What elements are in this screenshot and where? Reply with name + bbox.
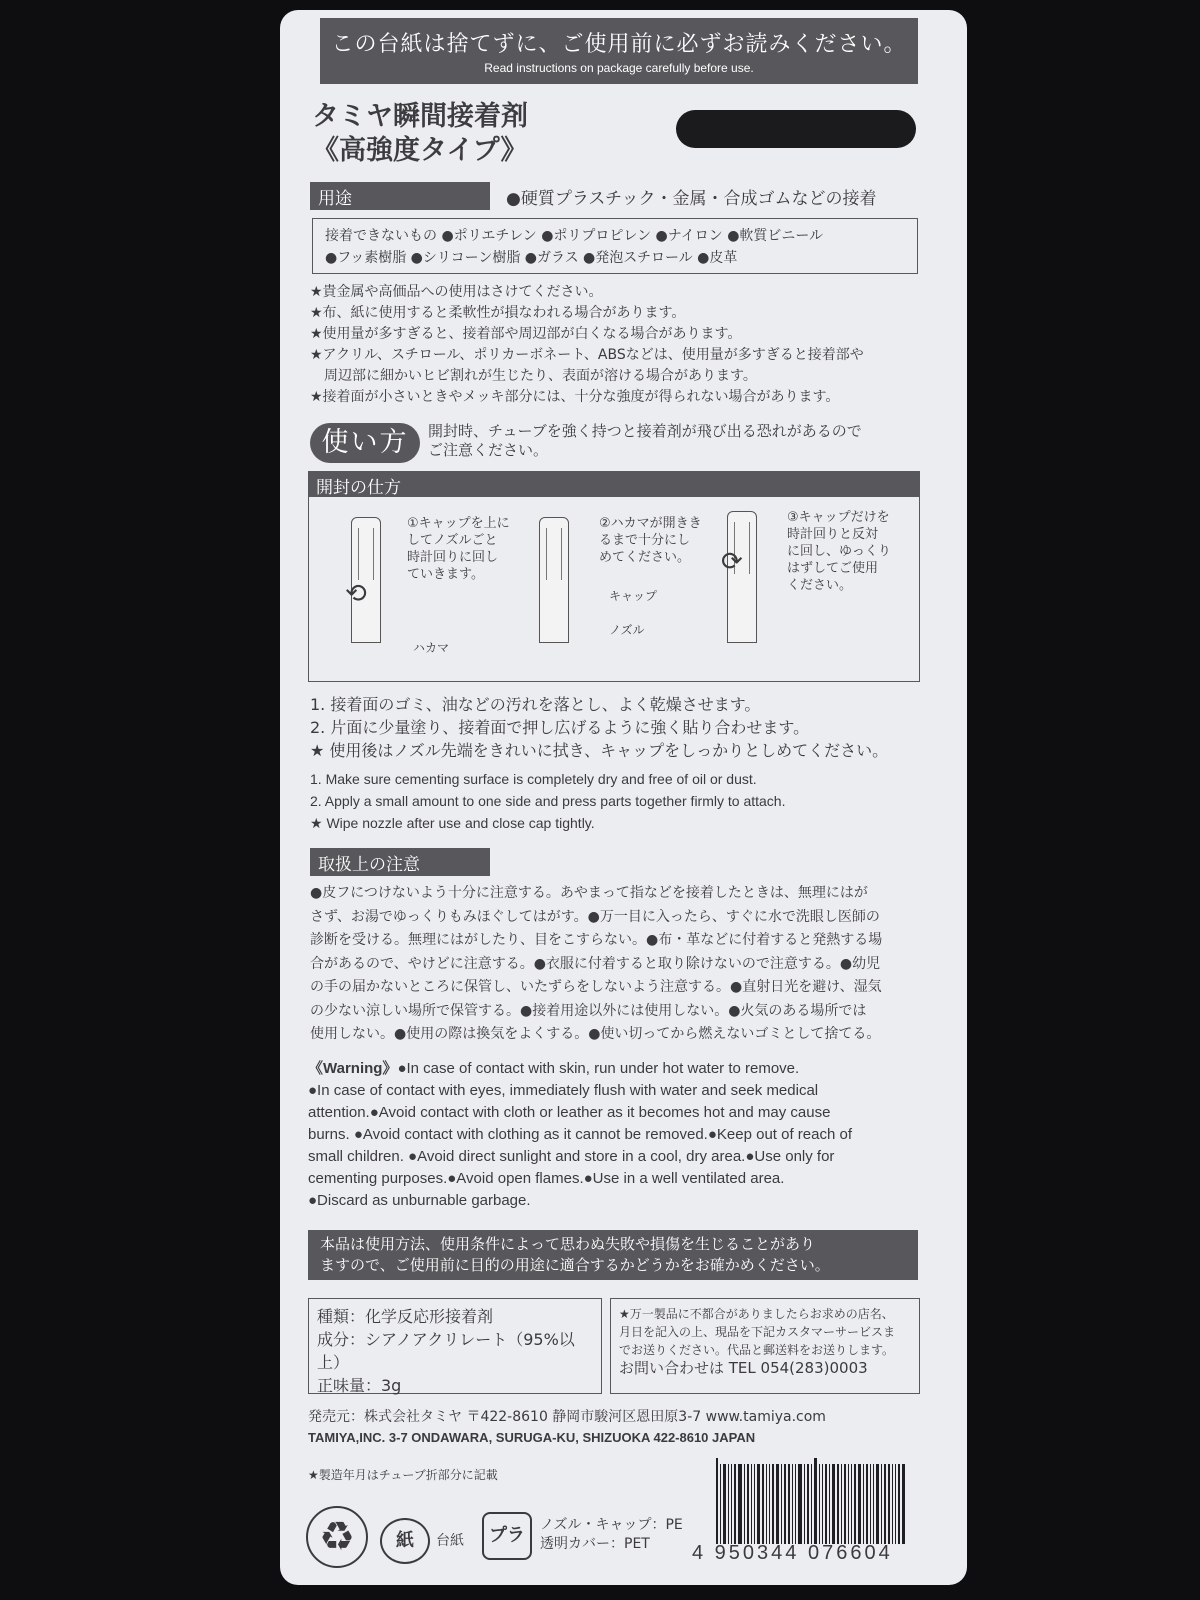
disclaimer-banner: 本品は使用方法、使用条件によって思わぬ失敗や損傷を生じることがあり ますので、ご使用前に目的の用途に適合するかどうかをお確かめください。 [308,1230,918,1280]
contact-box: ★万一製品に不都合がありましたらお求めの店名、 月日を記入の上、現品を下記カスタマーサービスま でお送りください。代品と郵送料をお送りします。 お問い合わせは TEL 054(283)0003 [610,1298,920,1394]
plastic-recycle-icon: プラ [482,1512,532,1560]
step-en-item: 2. Apply a small amount to one side and press parts together firmly to attach. [310,793,786,809]
maker-jp: 発売元：株式会社タミヤ 〒422-8610 静岡市駿河区恩田原3-7 www.tamiya.com [308,1409,826,1425]
howto-text [428,422,918,460]
barcode-bar [892,1464,893,1544]
barcode-bar [757,1464,760,1544]
barcode-bar [870,1464,871,1544]
caution-notes [310,282,930,408]
barcode-bar [884,1464,886,1544]
note-item: ★使用量が多すぎると、接着部や周辺部が白くなる場合があります。 [310,326,742,342]
barcode-bar [881,1464,882,1544]
step-en-item: 1. Make sure cementing surface is completely dry and free of oil or dust. [310,771,757,787]
contact-tel: お問い合わせは TEL 054(283)0003 [619,1359,868,1377]
step-3: ③キャップだけを 時計回りと反対 に回し、ゆっくり はずしてご使用 ください。 [787,510,891,593]
barcode-bar [837,1464,839,1544]
use-text: ●硬質プラスチック・金属・合成ゴムなどの接着 [506,189,877,209]
barcode-bar [751,1464,752,1544]
handling-caution-tag: 取扱上の注意 [310,848,490,876]
barcode-number: 4 950344 076604 [692,1542,893,1564]
step-jp-item: 1. 接着面のゴミ、油などの汚れを落とし、よく乾燥させます。 [310,695,761,714]
note-item: ★布、紙に使用すると柔軟性が損なわれる場合があります。 [310,305,686,321]
barcode-bar [876,1464,879,1544]
instruction-banner [320,18,918,84]
recycle-icon: ♻ [306,1506,368,1568]
step-jp-item: ★ 使用後はノズル先端をきれいに拭き、キャップをしっかりとしめてください。 [310,741,889,760]
barcode-bar [784,1464,786,1544]
spec-type: 種類：化学反応形接着剤 [317,1307,494,1326]
spec-net: 正味量：3g [317,1376,402,1395]
barcode-bar [898,1464,900,1544]
barcode-bar [873,1464,874,1544]
banner-en: Read instructions on package carefully before use. [484,61,754,75]
tube-illustration [727,511,757,643]
barcode [716,1462,922,1544]
plastic-label: ノズル・キャップ：PE 透明カバー：PET [540,1517,683,1552]
warning-en: 《Warning》●In case of contact with skin, run under hot water to remove. ●In case of contact with eyes, immediately flush with water and seek medical attention.●Avoid contact with cloth or leather as it becomes hot and may cause burns. ●Avoid contact with clothing as it cannot be removed.●Keep out of reach of small children. ●Avoid direct sunlight and store in a cool, dry area.●Use only for cementing purposes.●Avoid open flames.●Use in a well ventilated area. ●Discard as unburnable garbage. [308,1060,852,1209]
tube-illustration [539,517,569,643]
step-jp-item: 2. 片面に少量塗り、接着面で押し広げるように強く貼り合わせます。 [310,718,810,737]
barcode-bar [858,1464,861,1544]
spec-box [308,1298,602,1394]
note-item: 周辺部に細かいヒビ割れが生じたり、表面が溶ける場合があります。 [324,368,757,384]
warning-label: 《Warning》 [308,1060,398,1077]
barcode-bar [825,1464,827,1544]
barcode-bar [854,1464,856,1544]
barcode-bar [792,1464,793,1544]
barcode-bar [798,1464,802,1544]
hang-hole [676,110,916,148]
barcode-bar [895,1464,896,1544]
barcode-bar [819,1464,820,1544]
handling-caution-jp: ●皮フにつけないよう十分に注意する。あやまって指などを接着したときは、無理にはが さず、お湯でゆっくりもみほぐしてはがす。●万一目に入ったら、すぐに水で洗眼し医師の 診断を受ける。無理にはがしたり、目をこすらない。●布・革などに付着すると発熱する場 合があるので、やけどに注意する。●衣服に付着すると取り除けないので注意する。●幼児 の手の届かないところに保管し、いたずらをしないよう注意する。●直射日光を避け、湿気 の少ない涼しい場所で保管する。●接着用途以外には使用しない。●火気のある場所では 使用しない。●使用の際は換気をよくする。●使い切ってから燃えないゴミとして捨てる。 [310,885,883,1042]
barcode-bar [716,1458,718,1544]
step-1: ①キャップを上に してノズルごと 時計回りに回し ていきます。 [407,516,510,582]
barcode-bar [769,1464,770,1544]
barcode-bar [762,1464,764,1544]
banner-jp: この台紙は捨てずに、ご使用前に必ずお読みください。 [331,32,907,57]
barcode-bar [772,1464,774,1544]
opening-tag: 開封の仕方 [308,471,920,497]
barcode-bar [747,1464,749,1544]
barcode-bar [795,1464,796,1544]
cannot-line1: 接着できないもの ●ポリエチレン ●ポリプロピレン ●ナイロン ●軟質ビニール [325,228,824,244]
barcode-bar [744,1464,745,1544]
note-item: ★貴金属や高価品への使用はさけてください。 [310,284,603,300]
paper-label: 台紙 [436,1533,464,1549]
barcode-bar [822,1464,823,1544]
note-item: ★接着面が小さいときやメッキ部分には、十分な強度が得られない場合があります。 [310,389,840,405]
barcode-bar [738,1464,742,1544]
mfg-note: ★製造年月はチューブ折部分に記載 [308,1468,498,1482]
howto-badge: 使い方 [310,423,420,463]
barcode-bar [728,1464,729,1544]
barcode-bar [888,1464,890,1544]
rotate-arrow-icon: ⟲ [345,579,367,609]
steps-jp [310,693,888,762]
label-cap: キャップ [609,589,658,603]
barcode-bar [902,1464,905,1544]
barcode-bar [844,1464,846,1544]
rotate-arrow-icon: ⟳ [721,547,743,577]
barcode-bar [814,1458,817,1544]
barcode-bar [841,1464,842,1544]
note-item: ★アクリル、スチロール、ポリカーボネート、ABSなどは、使用量が多すぎると接着部や [310,347,864,363]
step-en-item: ★ Wipe nozzle after use and close cap tightly. [310,815,595,831]
barcode-bar [788,1464,790,1544]
cannot-line2: ●フッ素樹脂 ●シリコーン樹脂 ●ガラス ●発泡スチロール ●皮革 [325,250,738,266]
product-title [312,100,528,168]
howto-line2: ご注意ください。 [428,441,549,459]
steps-en [310,768,785,834]
label-hakama: ハカマ [413,641,450,655]
barcode-bar [731,1464,732,1544]
barcode-bar [781,1464,782,1544]
barcode-bar [863,1464,864,1544]
title-line2: 《高強度タイプ》 [312,135,528,166]
spec-component: 成分：シアノアクリレート（95%以上） [317,1330,575,1372]
barcode-bar [848,1464,849,1544]
barcode-bar [866,1464,868,1544]
barcode-bar [754,1464,755,1544]
barcode-bar [804,1464,805,1544]
barcode-bar [832,1464,835,1544]
package-backing-card [280,10,967,1585]
barcode-bar [807,1464,809,1544]
barcode-bar [734,1464,736,1544]
warning-first: ●In case of contact with skin, run under hot water to remove. [397,1060,800,1077]
cannot-bond-box [312,218,918,274]
barcode-bar [766,1464,767,1544]
barcode-bar [723,1464,726,1544]
title-line1: タミヤ瞬間接着剤 [312,101,528,132]
barcode-bar [720,1464,721,1544]
opening-diagram [308,497,920,682]
paper-recycle-icon: 紙 [380,1518,430,1564]
barcode-bar [829,1464,830,1544]
maker-en: TAMIYA,INC. 3-7 ONDAWARA, SURUGA-KU, SHIZUOKA 422-8610 JAPAN [308,1430,756,1445]
barcode-bar [851,1464,852,1544]
use-tag: 用途 [310,182,490,210]
label-nozzle: ノズル [609,623,645,637]
step-2: ②ハカマが開きき るまで十分にし めてください。 [599,516,702,565]
barcode-bar [811,1464,812,1544]
barcode-bar [776,1464,779,1544]
howto-line1: 開封時、チューブを強く持つと接着剤が飛び出る恐れがあるので [428,422,862,440]
